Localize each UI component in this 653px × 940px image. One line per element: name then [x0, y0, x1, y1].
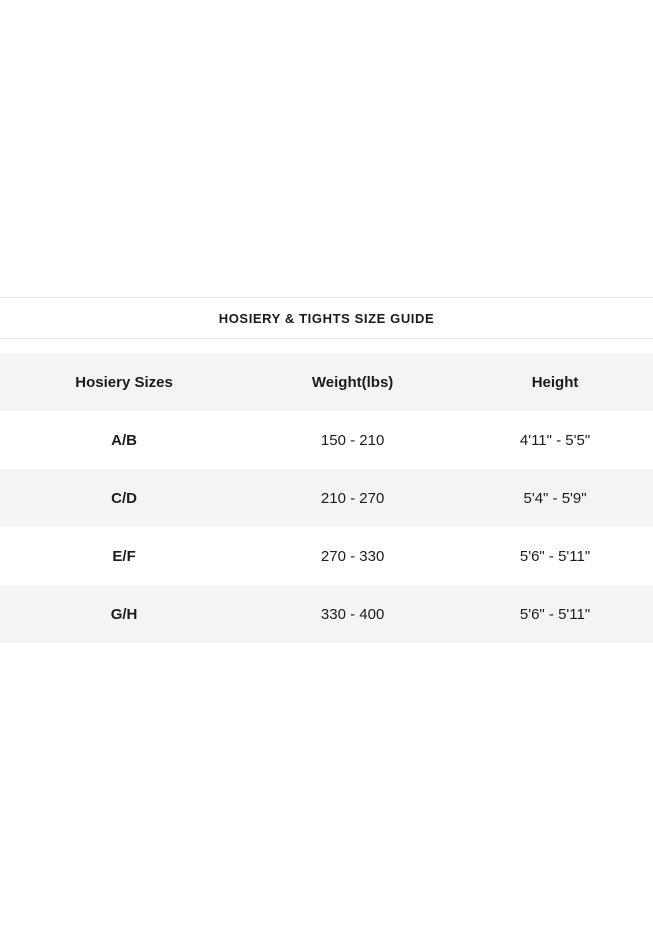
table-row — [0, 585, 653, 643]
weight-value: 330 - 400 — [320, 605, 385, 623]
table-header-row — [0, 353, 653, 411]
height-value: 5'4" - 5'9" — [523, 489, 587, 507]
size-guide-table — [0, 353, 653, 643]
column-header-weight: Weight(lbs) — [311, 373, 394, 391]
weight-value: 210 - 270 — [320, 489, 385, 507]
table-row — [0, 527, 653, 585]
size-guide-title-bar — [0, 297, 653, 339]
height-value: 4'11" - 5'5" — [519, 431, 591, 449]
height-value: 5'6" - 5'11" — [519, 547, 591, 565]
table-spacer — [0, 339, 653, 353]
table-row — [0, 469, 653, 527]
size-value: C/D — [111, 489, 137, 507]
table-row — [0, 411, 653, 469]
size-guide-title: HOSIERY & TIGHTS SIZE GUIDE — [218, 310, 435, 326]
size-value: G/H — [110, 605, 138, 623]
weight-value: 270 - 330 — [320, 547, 385, 565]
size-value: A/B — [111, 431, 137, 449]
column-header-height: Height — [531, 373, 579, 391]
size-value: E/F — [112, 547, 136, 565]
height-value: 5'6" - 5'11" — [519, 605, 591, 623]
column-header-sizes: Hosiery Sizes — [75, 373, 173, 391]
weight-value: 150 - 210 — [320, 431, 385, 449]
size-guide-section — [0, 297, 653, 643]
